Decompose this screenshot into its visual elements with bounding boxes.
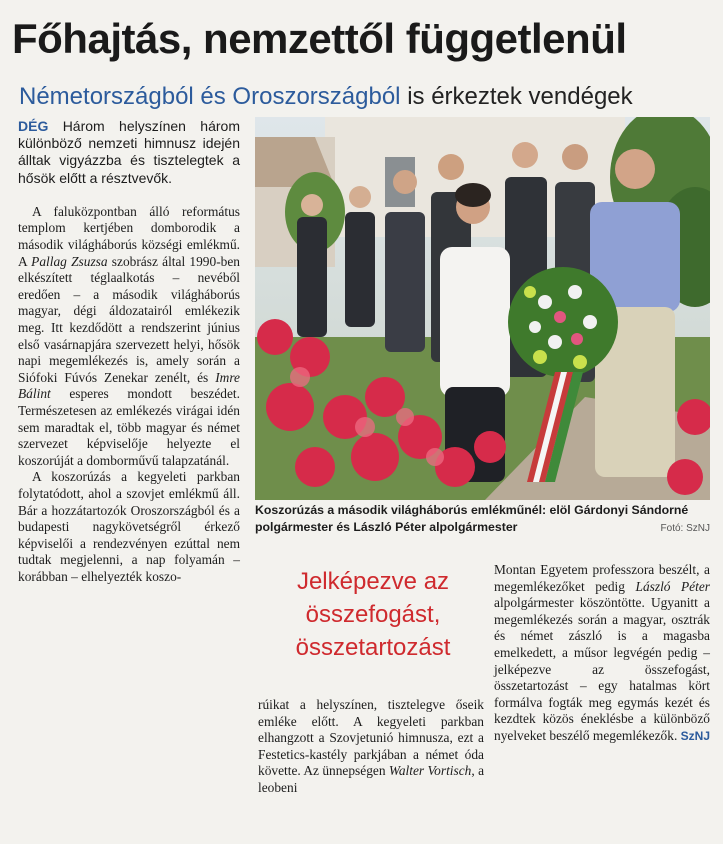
photo-caption	[255, 502, 710, 537]
subheadline-rest: is érkeztek vendégek	[407, 83, 633, 110]
dateline-place: DÉG	[18, 118, 49, 134]
person-name: László Péter	[635, 578, 710, 594]
author-signoff: SzNJ	[680, 728, 711, 743]
body-text: , a leobeni	[258, 763, 485, 795]
subheadline-highlight: Németországból és Oroszországból	[19, 83, 401, 110]
body-text: rúikat a helyszínen, tisztelegve őseik emléke előtt. A kegyeleti parkban elhangzott a Szovjetunió himnusza, ezt a Festetics-kastély parkjában a német óda követte. Az ünnepségen	[258, 697, 484, 779]
body-paragraph-1	[18, 204, 240, 470]
body-paragraph-4	[494, 562, 710, 745]
body-text: Montan Egyetem professzora beszélt, a megemlékezőket pedig	[494, 562, 710, 594]
photo-illustration	[255, 117, 710, 500]
body-text: A faluközpontban álló református templom kertjében domborodik a második világháborús községi emlékmű. A	[18, 203, 240, 269]
body-paragraph-2: A koszorúzás a kegyeleti parkban folytatódott, ahol a szovjet emlékmű áll. Bár a hozzátartozók Oroszországból és a budapesti nagykövetségről érkező képviselői a rendezvényen ezúttal nem tudtak megjelenni, a nap folyamán – korábban – elhelyezték koszo-	[18, 469, 240, 584]
person-name: Walter Vortisch	[388, 763, 472, 779]
subheadline	[19, 82, 709, 112]
body-paragraph-3	[258, 697, 484, 797]
body-text: alpolgármester köszöntötte. Ugyanitt a megemlékezés során a magyar, osztrák és német zászló is a magasba emelkedett, a műsor legvégén pedig – jelképezve az összefogást, összetartozást – egy hatalmas kört formálva fogták meg egymás kezét és kezdtek közös éneklésbe a különböző nyelveket beszélő megemlékezők.	[494, 595, 710, 743]
person-name: Pallag Zsuzsa	[31, 253, 108, 269]
body-text: esperes mondott beszédet. Természetesen az emlékezés virágai idén sem maradtak el, több magyar és német szervezet képviselője helyezte el koszorúját a domborművű talapzatánál.	[18, 386, 240, 468]
photo-credit: Fotó: SzNJ	[660, 523, 710, 534]
article-photo	[255, 117, 710, 500]
lead-text: Három helyszínen három különböző nemzeti himnusz idején álltak vigyázzba és tisztelegtek a hősök előtt a résztvevők.	[18, 118, 240, 186]
middle-column	[258, 697, 484, 797]
lead-paragraph	[18, 118, 240, 187]
right-column	[494, 562, 710, 745]
left-column	[18, 118, 240, 585]
body-text: szobrász által 1990-ben elkészített téglaalkotás – nevéből eredően – a második világháborús magyar, dégi áldozatairól emlékezik meg. Itt kezdődött a rendszerint június első vasárnapjára szervezett helyi, hősök napi megemlékezés is, amely során a Siófoki Fúvós Zenekar zenélt, és	[18, 253, 240, 385]
caption-text: Koszorúzás a második világháborús emlékműnél: elöl Gárdonyi Sándorné polgármester és László Péter alpolgármester	[255, 503, 689, 534]
headline: Főhajtás, nemzettől függetlenül	[12, 15, 627, 62]
person-name: Imre Bálint	[18, 369, 240, 402]
pull-quote: Jelképezve az összefogást, összetartozást	[295, 568, 451, 661]
